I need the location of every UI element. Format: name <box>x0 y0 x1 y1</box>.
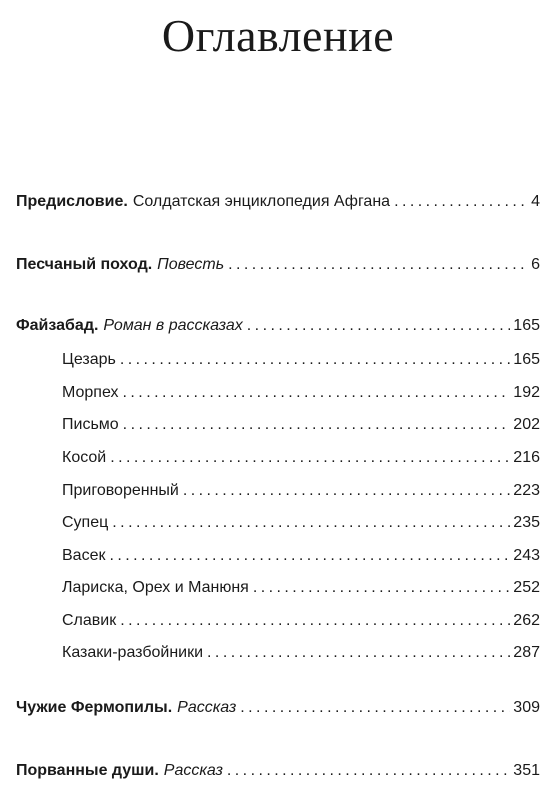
toc-subentry-title: Васек <box>62 547 106 564</box>
page-number: 243 <box>513 547 540 564</box>
page-number: 216 <box>513 449 540 466</box>
page-number: 235 <box>513 514 540 531</box>
dot-leader <box>123 413 511 437</box>
toc-entry-heading: Порванные души. <box>16 762 159 779</box>
toc-entry-subtitle: Солдатская энциклопедия Афгана <box>132 193 391 210</box>
page-title: Оглавление <box>161 10 395 61</box>
toc-subentry[interactable] <box>62 544 540 568</box>
toc-subentry-title: Супец <box>62 514 109 531</box>
dot-leader <box>123 381 511 405</box>
toc-subentry[interactable] <box>62 609 540 633</box>
dot-leader <box>120 609 510 633</box>
dot-leader <box>227 759 510 783</box>
toc-entry-genre: Роман в рассказах <box>103 317 243 334</box>
dot-leader <box>120 348 510 372</box>
page-number: 202 <box>513 416 540 433</box>
toc-entry-heading: Файзабад. <box>16 317 99 334</box>
toc-subentry[interactable] <box>62 413 540 437</box>
dot-leader <box>109 544 510 568</box>
toc-entry-sand-march[interactable] <box>16 253 540 277</box>
toc-subentry[interactable] <box>62 381 540 405</box>
toc-subentry[interactable] <box>62 446 540 470</box>
page-number: 223 <box>513 482 540 499</box>
page-number: 165 <box>513 317 540 334</box>
page-number: 351 <box>513 762 540 779</box>
toc-subentry[interactable] <box>62 479 540 503</box>
dot-leader <box>183 479 510 503</box>
toc-entry-heading: Песчаный поход. <box>16 256 153 273</box>
page-number: 252 <box>513 579 540 596</box>
toc-subentry-title: Морпех <box>62 384 119 401</box>
toc-subentry-title: Лариска, Орех и Манюня <box>62 579 249 596</box>
toc-entry-heading: Чужие Фермопилы. <box>16 699 173 716</box>
toc-entry-genre: Повесть <box>157 256 225 273</box>
page-number: 287 <box>513 644 540 661</box>
page-number: 309 <box>513 699 540 716</box>
dot-leader <box>240 696 510 720</box>
dot-leader <box>247 314 511 338</box>
page-number: 6 <box>531 256 540 273</box>
page-number: 165 <box>513 351 540 368</box>
toc-subentry-title: Казаки-разбойники <box>62 644 204 661</box>
dot-leader <box>112 511 510 535</box>
dot-leader <box>110 446 510 470</box>
dot-leader <box>394 190 528 214</box>
page-number: 4 <box>531 193 540 210</box>
toc-subentry-title: Письмо <box>62 416 119 433</box>
toc-entry-foreign-thermopylae[interactable] <box>16 696 540 720</box>
toc-subentry-title: Косой <box>62 449 107 466</box>
toc-subentry[interactable] <box>62 511 540 535</box>
page-number: 262 <box>513 612 540 629</box>
toc-entry-torn-souls[interactable] <box>16 759 540 783</box>
toc-entry-genre: Рассказ <box>163 762 223 779</box>
dot-leader <box>253 576 510 600</box>
toc-subentry-title: Цезарь <box>62 351 116 368</box>
toc-subentry[interactable] <box>62 641 540 665</box>
toc-entry-faizabad[interactable] <box>16 314 540 338</box>
toc-entry-heading: Предисловие. <box>16 193 128 210</box>
toc-subentry[interactable] <box>62 348 540 372</box>
dot-leader <box>228 253 528 277</box>
toc-entry-preface[interactable] <box>16 190 540 214</box>
toc-subentry-title: Приговоренный <box>62 482 179 499</box>
toc-subentry[interactable] <box>62 576 540 600</box>
toc-subentry-title: Славик <box>62 612 117 629</box>
toc-entry-genre: Рассказ <box>177 699 237 716</box>
dot-leader <box>207 641 510 665</box>
page-number: 192 <box>513 384 540 401</box>
